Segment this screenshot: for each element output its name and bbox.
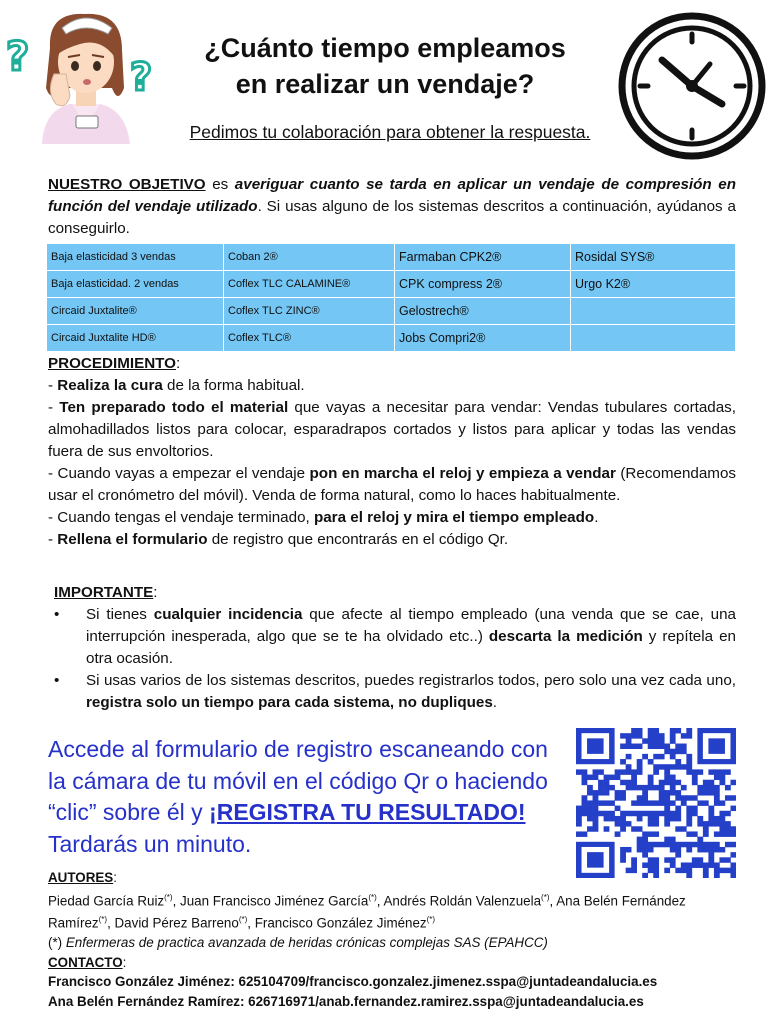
table-cell: Circaid Juxtalite® (47, 298, 224, 325)
author-name: David Pérez Barreno (114, 915, 239, 931)
nurse-thinking-illustration (0, 8, 168, 144)
author-name: Andrés Roldán Valenzuela (383, 892, 542, 908)
procedure-step (48, 397, 736, 463)
author-mark: (*) (541, 892, 550, 902)
step-text: (Recomendamos usar el cronómetro del móvil). Venda de forma natural, como lo haces habitualmente. (48, 465, 736, 504)
contact-label: CONTACTO (48, 954, 123, 970)
important-label: IMPORTANTE (54, 584, 154, 601)
procedure-step (48, 375, 736, 397)
author-mark: (*) (164, 892, 173, 902)
item-text: Si tienes (86, 606, 154, 623)
question-mark-icon: ? (6, 34, 30, 80)
step-bold: Rellena el formulario (57, 531, 208, 548)
author-mark: (*) (238, 915, 248, 925)
cta-text: Accede al formulario de registro escaneando con la cámara de tu móvil en el código Qr o haciendo “clic” sobre él y (48, 736, 548, 825)
step-text: . (594, 509, 599, 526)
qr-code-icon (576, 728, 736, 878)
table-cell: Baja elasticidad 3 vendas (47, 244, 224, 271)
contact-line-1[interactable]: Francisco González Jiménez: 625104709/francisco.gonzalez.jimenez.sspa@juntadeandalucia.es (48, 974, 658, 990)
procedure-label: PROCEDIMIENTO (48, 355, 176, 372)
table-cell: Urgo K2® (571, 271, 736, 298)
step-text: que vayas a necesitar para vendar: Vendas tubulares cortadas, almohadillados listos para colocar, esparadrapos cortados y listos para aplicar y todas las vendas fuera de sus envoltorios. (48, 399, 736, 460)
objective-highlight: averiguar cuanto se tarda en aplicar un vendaje de compresión en función del vendaje utilizado (48, 176, 736, 215)
cta-text: Tardarás un minuto. (48, 830, 252, 857)
table-cell: Farmaban CPK2® (395, 244, 571, 271)
item-bold: descarta la medición (488, 628, 643, 645)
note-mark: (*) (48, 935, 66, 951)
author-sep: , (376, 892, 384, 908)
cta-register-link[interactable]: ¡REGISTRA TU RESULTADO! (209, 799, 526, 825)
table-row (47, 298, 736, 325)
clock-icon (618, 12, 766, 160)
item-text: y repítela en otra ocasión. (86, 628, 736, 667)
item-text: Si usas varios de los sistemas descritos, puedes registrarlos todos, pero solo una vez cada uno, (86, 672, 736, 689)
table-cell: CPK compress 2® (395, 271, 571, 298)
authors-note (48, 933, 748, 953)
contact-line-2[interactable]: Ana Belén Fernández Ramírez: 626716971/anab.fernandez.ramirez.sspa@juntadeandalucia.es (48, 993, 644, 1009)
procedure-step (48, 463, 736, 507)
step-bold: Ten preparado todo el material (59, 399, 289, 416)
item-text: que afecte al tiempo empleado (una venda que se cae, una interrupción inesperada, algo que se te ha olvidado etc..) (86, 606, 736, 645)
item-bold: registra solo un tiempo para cada sistema, no dupliques (86, 694, 493, 711)
procedure-step (48, 529, 736, 551)
table-cell (571, 325, 736, 352)
authors-section (48, 868, 748, 1011)
table-cell: Jobs Compri2® (395, 325, 571, 352)
item-text: . (492, 694, 498, 711)
step-text: de la forma habitual. (162, 377, 305, 394)
bullet-icon: • (54, 606, 60, 623)
subtitle: Pedimos tu colaboración para obtener la respuesta. (189, 122, 591, 142)
step-text: - (48, 399, 60, 416)
list-item (48, 670, 736, 714)
table-row (47, 244, 736, 271)
step-bold: Realiza la cura (57, 377, 163, 394)
objective-text: . Si usas alguno de los sistemas descritos a continuación, ayúdanos a conseguirlo. (48, 198, 736, 237)
author-mark: (*) (368, 892, 377, 902)
bullet-icon: • (54, 672, 60, 689)
author-sep: , (549, 892, 557, 908)
table-row (47, 325, 736, 352)
table-cell: Circaid Juxtalite HD® (47, 325, 224, 352)
objective-text: es (205, 176, 235, 193)
author-sep: , (172, 892, 181, 908)
important-colon: : (153, 584, 158, 601)
procedure-section (48, 353, 736, 551)
step-bold: para el reloj y mira el tiempo empleado (313, 509, 595, 526)
author-sep: , (107, 915, 115, 931)
note-text: Enfermeras de practica avanzada de heridas crónicas complejas SAS (EPAHCC) (65, 935, 548, 951)
table-cell: Coflex TLC ZINC® (224, 298, 395, 325)
page-title (150, 30, 620, 102)
item-bold: cualquier incidencia (153, 606, 303, 623)
step-text: - (48, 377, 58, 394)
author-name: Juan Francisco Jiménez García (180, 892, 369, 908)
procedure-colon: : (175, 355, 181, 372)
title-line-1: ¿Cuánto tiempo empleamos (204, 33, 566, 63)
question-mark-icon: ? (130, 55, 153, 99)
table-row (47, 271, 736, 298)
table-cell (571, 298, 736, 325)
table-cell: Coban 2® (224, 244, 395, 271)
title-line-2: en realizar un vendaje? (235, 69, 535, 99)
registration-call-to-action[interactable] (48, 734, 568, 860)
table-cell: Gelostrech® (395, 298, 571, 325)
table-cell: Baja elasticidad. 2 vendas (47, 271, 224, 298)
objective-paragraph (48, 174, 736, 240)
authors-label: AUTORES (48, 870, 114, 885)
list-item (48, 604, 736, 670)
table-cell: Coflex TLC CALAMINE® (224, 271, 395, 298)
step-bold: pon en marcha el reloj y empieza a vendar (309, 465, 616, 482)
authors-colon: : (113, 870, 117, 885)
authors-list (48, 888, 748, 934)
step-text: de registro que encontrarás en el código Qr. (207, 531, 509, 548)
step-text: - Cuando tengas el vendaje terminado, (48, 509, 314, 526)
important-section (48, 582, 736, 714)
author-name: Ana Belén Fernández Ramírez (48, 892, 686, 931)
table-cell: Coflex TLC® (224, 325, 395, 352)
contact-colon: : (122, 954, 127, 970)
qr-code-link[interactable] (576, 728, 736, 878)
step-text: - (48, 531, 58, 548)
procedure-step (48, 507, 736, 529)
objective-label: NUESTRO OBJETIVO (48, 176, 206, 193)
author-mark: (*) (426, 915, 436, 925)
author-mark: (*) (98, 915, 108, 925)
table-cell: Rosidal SYS® (571, 244, 736, 271)
bandage-systems-table (46, 243, 736, 352)
step-text: - Cuando vayas a empezar el vendaje (48, 465, 310, 482)
author-name: Piedad García Ruiz (48, 892, 165, 908)
author-sep: , (247, 915, 255, 931)
author-name: Francisco González Jiménez (254, 915, 427, 931)
